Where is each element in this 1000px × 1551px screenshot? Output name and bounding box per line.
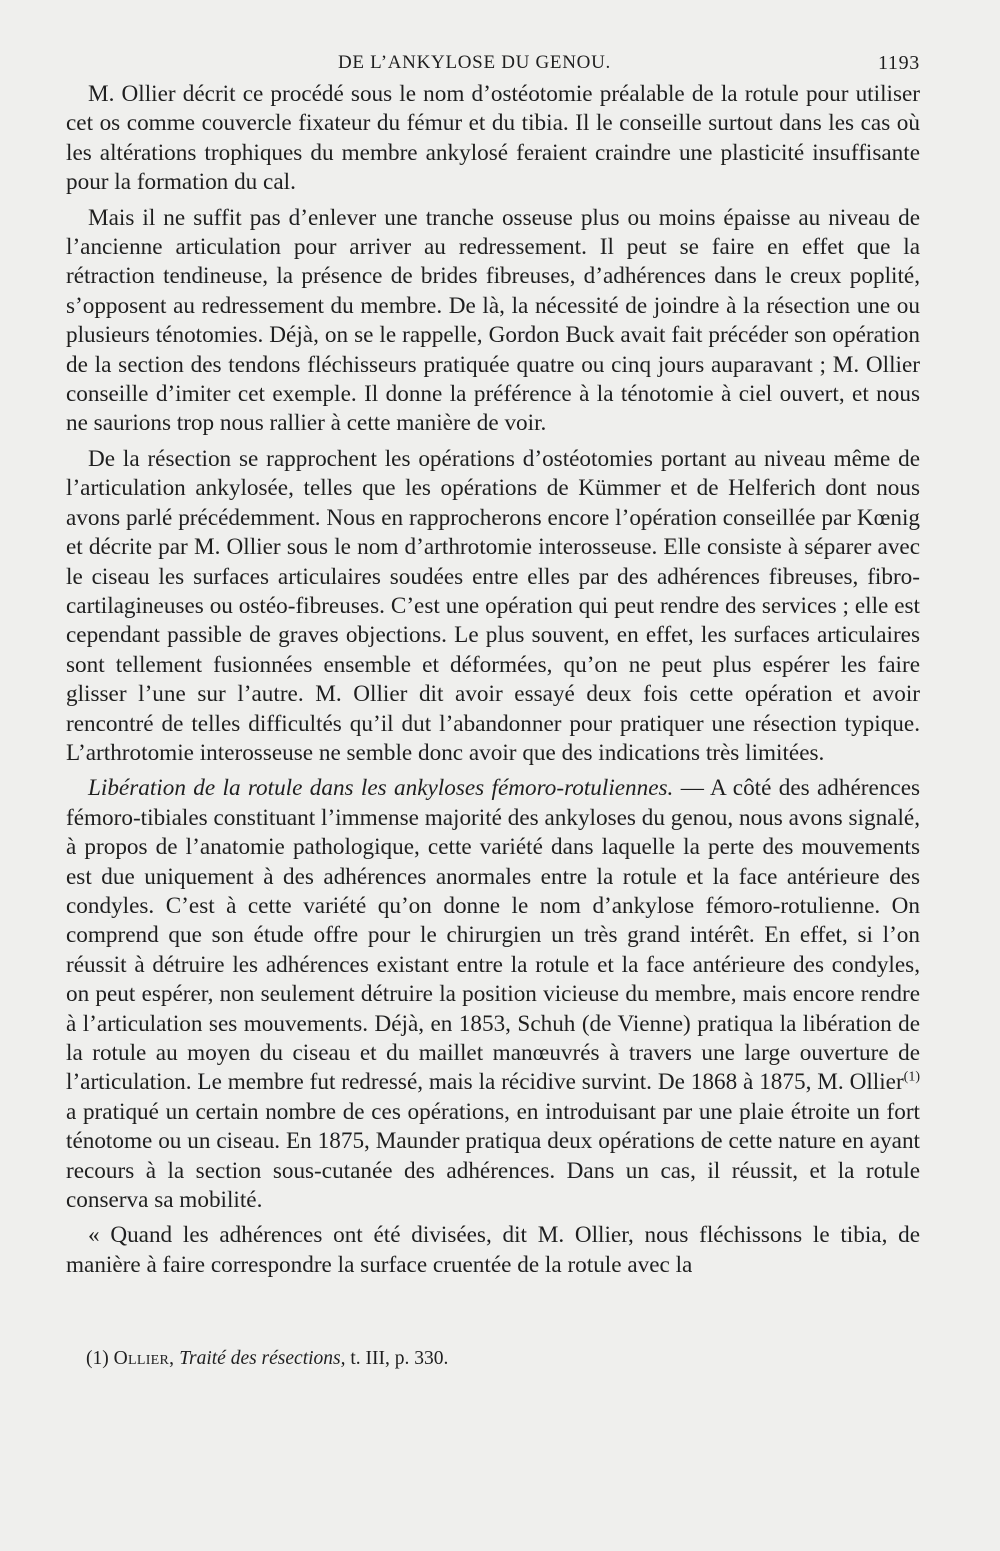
body-text xyxy=(66,80,920,1280)
section-heading: Libération de la rotule dans les ankyloses fémoro-rotuliennes. xyxy=(88,775,674,802)
footnote-author: Ollier, xyxy=(113,1348,175,1370)
section-text-part-2: a pratiqué un certain nombre de ces opérations, en introduisant par une plaie étroite un fort ténotome ou un ciseau. En 1875, Maunder pratiqua deux opérations de cette nature en ayant recours à la section sous-cutanée des adhérences. Dans un cas, il réussit, et la rotule conserva sa mobilité. xyxy=(66,1098,920,1214)
paragraph-patella-release xyxy=(66,774,920,1215)
paragraph-ollier-quote: « Quand les adhérences ont été divisées, dit M. Ollier, nous fléchissons le tibia, de manière à faire correspondre la surface cruentée de la rotule avec la xyxy=(66,1222,920,1278)
section-text-part-1: — A côté des adhérences fémoro-tibiales constituant l’immense majorité des ankyloses du genou, nous avons signalé, à propos de l’anatomie pathologique, cette variété dans laquelle la perte des mouvements est due uniquement à des adhérences anormales entre la rotule et la face antérieure des condyles. C’est à cette variété qu’on donne le nom d’ankylose fémoro-rotulienne. On comprend que son étude offre pour le chirurgien un très grand intérêt. En effet, si l’on réussit à détruire les adhérences existant entre la rotule et la face antérieure des condyles, on peut espérer, non seulement détruire la position vicieuse du membre, mais encore rendre à l’articulation ses mouvements. Déjà, en 1853, Schuh (de Vienne) pratiqua la libération de la rotule au moyen du ciseau et du maillet manœuvrés à travers une large ouverture de l’articulation. Le membre fut redressé, mais la récidive survint. De 1868 à 1875, M. Ollier xyxy=(66,775,921,1096)
footnote-marker: (1) xyxy=(86,1348,109,1370)
page-number: 1193 xyxy=(877,52,920,74)
footnote-reference: (1) xyxy=(903,1069,920,1085)
footnote-reference-text: t. III, p. 330. xyxy=(350,1348,449,1370)
paragraph-ollier-procedure: M. Ollier décrit ce procédé sous le nom d’ostéotomie préalable de la rotule pour utiliser cet os comme couvercle fixateur du fémur et du tibia. Il le conseille surtout dans les cas où les altérations trophiques du membre ankylosé feraient craindre une plasticité insuffisante pour la formation du cal. xyxy=(66,81,920,196)
footnote xyxy=(86,1347,920,1371)
running-head xyxy=(66,50,920,80)
footnote-title: Traité des résections, xyxy=(179,1348,346,1370)
paragraph-interosseous-arthrotomy: De la résection se rapprochent les opérations d’ostéotomies portant au niveau même de l’articulation ankylosée, telles que les opérations de Kümmer et de Helferich dont nous avons parlé précédemment. Nous en rapprocherons encore l’opération conseillée par Kœnig et décrite par M. Ollier sous le nom d’arthrotomie interosseuse. Elle consiste à séparer avec le ciseau les surfaces articulaires soudées entre elles par des adhérences fibreuses, fibro-cartilagineuses ou ostéo-fibreuses. C’est une opération qui peut rendre des services ; elle est cependant passible de graves objections. Le plus souvent, en effet, les surfaces articulaires sont tellement fusionnées ensemble et déformées, qu’on ne peut plus espérer les faire glisser l’une sur l’autre. M. Ollier dit avoir essayé deux fois cette opération et avoir rencontré de telles difficultés qu’il dut l’abandonner pour pratiquer une résection typique. L’arthrotomie interosseuse ne semble donc avoir que des indications très limitées. xyxy=(66,445,920,766)
paragraph-tenotomies: Mais il ne suffit pas d’enlever une tranche osseuse plus ou moins épaisse au niveau de l’ancienne articulation pour arriver au redressement. Il peut se faire en effet que la rétraction tendineuse, la présence de brides fibreuses, d’adhérences dans le creux poplité, s’opposent au redressement du membre. De là, la nécessité de joindre à la résection une ou plusieurs ténotomies. Déjà, on se le rappelle, Gordon Buck avait fait précéder son opération de la section des tendons fléchisseurs pratiquée quatre ou cinq jours auparavant ; M. Ollier conseille d’imiter cet exemple. Il donne la préférence à la ténotomie à ciel ouvert, et nous ne saurions trop nous rallier à cette manière de voir. xyxy=(66,204,920,437)
running-title: DE L’ANKYLOSE DU GENOU. xyxy=(338,52,611,73)
